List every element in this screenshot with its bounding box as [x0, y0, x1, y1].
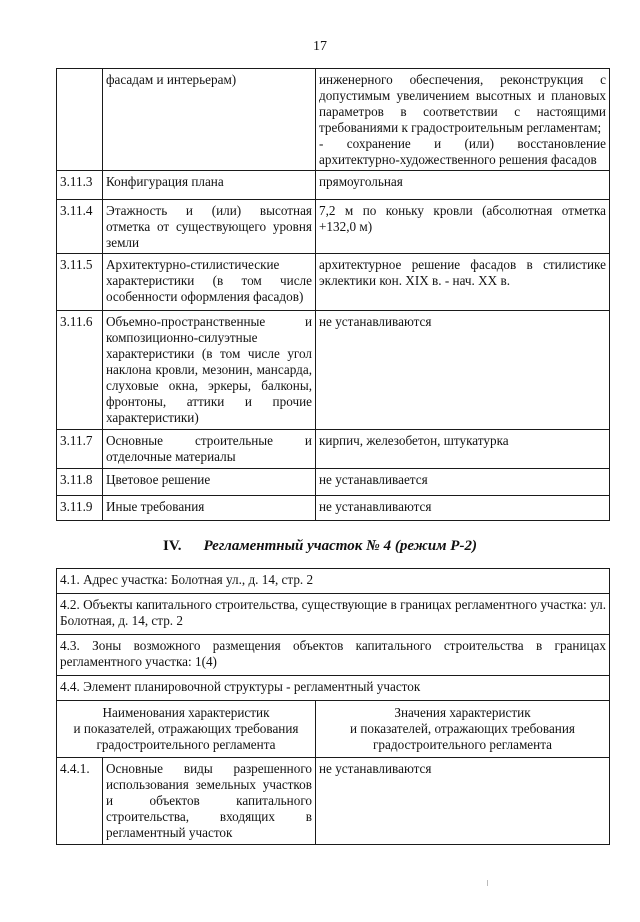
characteristic-value: не устанавливаются [316, 758, 610, 845]
row-number: 3.11.9 [57, 496, 103, 521]
table-row [57, 430, 610, 469]
characteristic-name: Архитектурно-стилистические характеристики (в том числе особенности оформления фасадов) [103, 254, 316, 311]
characteristic-value: инженерного обеспечения, реконструкция с допустимым увеличением высотных и плановых параметров в соответствии с настоящими требованиями к градостроительным регламентам; - сохранение и (или) восстановление архитектурно-художественного решения фасадов [316, 69, 610, 171]
row-number: 3.11.5 [57, 254, 103, 311]
row-number: 3.11.7 [57, 430, 103, 469]
characteristic-value: кирпич, железобетон, штукатурка [316, 430, 610, 469]
table-row [57, 171, 610, 200]
table-row [57, 469, 610, 496]
row-number: 3.11.3 [57, 171, 103, 200]
table-row [57, 496, 610, 521]
row-number: 3.11.8 [57, 469, 103, 496]
section-heading [0, 538, 640, 555]
section-title: Регламентный участок № 4 (режим Р-2) [203, 538, 477, 554]
column-header-values: Значения характеристик и показателей, отражающих требования градостроительного регламента [316, 701, 610, 758]
scan-artifact [487, 880, 488, 886]
characteristic-name: Этажность и (или) высотная отметка от существующего уровня земли [103, 200, 316, 254]
table-row [57, 594, 610, 635]
row-number [57, 69, 103, 171]
regulation-table-section-4 [56, 568, 610, 845]
characteristic-value: архитектурное решение фасадов в стилистике эклектики кон. XIX в. - нач. XX в. [316, 254, 610, 311]
row-number: 3.11.6 [57, 311, 103, 430]
table-row [57, 200, 610, 254]
characteristic-value: не устанавливаются [316, 311, 610, 430]
section-number: IV. [163, 538, 182, 554]
table-row [57, 254, 610, 311]
characteristic-value: не устанавливается [316, 469, 610, 496]
characteristic-name: Цветовое решение [103, 469, 316, 496]
plot-address: 4.1. Адрес участка: Болотная ул., д. 14, стр. 2 [57, 569, 610, 594]
characteristic-name: Иные требования [103, 496, 316, 521]
planning-structure-element: 4.4. Элемент планировочной структуры - регламентный участок [57, 676, 610, 701]
column-header-names: Наименования характеристик и показателей, отражающих требования градостроительного регламента [57, 701, 316, 758]
regulation-table-continued [56, 68, 610, 521]
characteristic-name: фасадам и интерьерам) [103, 69, 316, 171]
table-row [57, 311, 610, 430]
characteristic-name: Конфигурация плана [103, 171, 316, 200]
characteristic-name: Основные виды разрешенного использования земельных участков и объектов капитального строительства, входящих в регламентный участок [103, 758, 316, 845]
table-row [57, 69, 610, 171]
characteristic-name: Объемно-пространственные и композиционно-силуэтные характеристики (в том числе угол наклона кровли, мезонин, мансарда, слуховые окна, эркеры, балконы, фронтоны, аттики и прочие характеристики) [103, 311, 316, 430]
table-row [57, 569, 610, 594]
table-row [57, 676, 610, 701]
existing-objects: 4.2. Объекты капитального строительства, существующие в границах регламентного участка: ул. Болотная, д. 14, стр. 2 [57, 594, 610, 635]
characteristic-name: Основные строительные и отделочные материалы [103, 430, 316, 469]
table-header-row [57, 701, 610, 758]
characteristic-value: прямоугольная [316, 171, 610, 200]
row-number: 3.11.4 [57, 200, 103, 254]
table-row [57, 758, 610, 845]
row-number: 4.4.1. [57, 758, 103, 845]
characteristic-value: не устанавливаются [316, 496, 610, 521]
placement-zones: 4.3. Зоны возможного размещения объектов капитального строительства в границах регламентного участка: 1(4) [57, 635, 610, 676]
page-number: 17 [313, 39, 327, 54]
table-row [57, 635, 610, 676]
characteristic-value: 7,2 м по коньку кровли (абсолютная отметка +132,0 м) [316, 200, 610, 254]
